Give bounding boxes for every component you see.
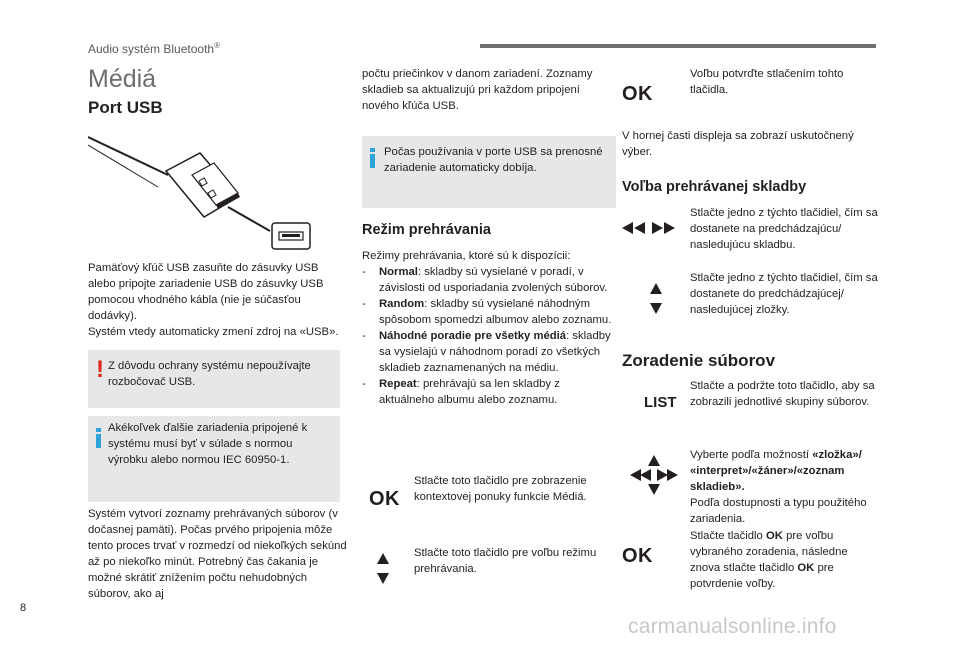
usb-key-icon bbox=[88, 137, 240, 217]
page-number: 8 bbox=[20, 602, 27, 614]
list-button-icon: LIST bbox=[644, 394, 677, 411]
ok-button-icon: OK bbox=[622, 545, 653, 567]
updown-folder-description: Stlačte jedno z týchto tlačidiel, čím sa dostanete do predchádzajúcej/ nasledujúcej zložky. bbox=[690, 272, 878, 316]
usb-illustration bbox=[88, 135, 328, 255]
sort-title: Zoradenie súborov bbox=[622, 351, 776, 370]
ok-button-icon: OK bbox=[369, 488, 400, 510]
playlist-continuation: počtu priečinkov v danom zariadení. Zoznamy skladieb sa aktualizujú pri každom pripojení nového kľúča USB. bbox=[362, 68, 593, 112]
up-down-arrows-icon bbox=[377, 553, 389, 585]
playback-modes: Režimy prehrávania, ktoré sú k dispozícii: - Normal: skladby sú vysielané v poradí, v závislosti od usporiadania zvolených súborov. - Random: skladby sú vysielané náhodným spôsobom spomedzi albumov alebo zoznamu. - Náhodné poradie pre všetky médiá: skladby sa vysielajú v náhodnom poradí zo všetkých skladieb zaznamenaných na médiu. - Repeat: prehrávajú sa len skladby z aktuálneho albumu alebo zoznamu. bbox=[362, 248, 612, 408]
leftright-description: Stlačte jedno z týchto tlačidiel, čím sa dostanete na predchádzajúcu/ nasledujúcu skladbu. bbox=[690, 207, 878, 251]
playlist-paragraph: Systém vytvorí zoznamy prehrávaných súborov (v dočasnej pamäti). Počas prvého pripojenia môže tento proces trvať v rozmedzí od niekoľkých sekúnd až po niekoľko minút. Potrebný čas čakania je možné skrátiť znížením počtu nehudobných súborov, ako aj bbox=[88, 508, 347, 600]
four-way-arrows-icon bbox=[630, 455, 678, 495]
usb-cable-icon bbox=[228, 207, 270, 231]
select-options-description: Vyberte podľa možností «zložka»/ «interpret»/«žáner»/«zoznam skladieb». Podľa dostupnosti a typu použitého zariadenia. bbox=[690, 449, 867, 525]
mode-item: - Random: skladby sú vysielané náhodným spôsobom spomedzi albumov alebo zoznamu. bbox=[362, 296, 612, 328]
mode-item: - Náhodné poradie pre všetky médiá: skladby sa vysielajú v náhodnom poradí zo všetkých skladieb zaznamenaných na médiu. bbox=[362, 328, 612, 376]
info-note-charging bbox=[362, 136, 616, 208]
warning-note bbox=[88, 350, 340, 408]
usb-socket-icon bbox=[272, 223, 310, 249]
playback-title: Režim prehrávania bbox=[362, 222, 491, 238]
warning-icon: ! bbox=[96, 356, 104, 383]
final-confirm-description: Stlačte tlačidlo OK pre voľbu vybraného zoradenia, následne znova stlačte tlačidlo OK pre potvrdenie voľby. bbox=[690, 530, 848, 590]
ok-confirm-text: Voľbu potvrďte stlačením tohto tlačidla. bbox=[690, 68, 844, 96]
mode-item: - Repeat: prehrávajú sa len skladby z aktuálneho albumu alebo zoznamu. bbox=[362, 376, 612, 408]
header-bar bbox=[480, 44, 876, 48]
ok-description: Stlačte toto tlačidlo pre zobrazenie kontextovej ponuky funkcie Médiá. bbox=[414, 475, 587, 503]
section-title: Médiá bbox=[88, 65, 157, 93]
header-title: Audio systém Bluetooth® bbox=[88, 41, 220, 56]
left-right-arrows-icon bbox=[622, 221, 682, 235]
display-note: V hornej časti displeja sa zobrazí uskutočnený výber. bbox=[622, 130, 854, 158]
info-text: Akékoľvek ďalšie zariadenia pripojené k systému musí byť v súlade s normou výrobku alebo normou IEC 60950-1. bbox=[108, 422, 308, 466]
updown-description: Stlačte toto tlačidlo pre voľbu režimu prehrávania. bbox=[414, 547, 597, 575]
info-icon bbox=[370, 148, 375, 168]
warning-text: Z dôvodu ochrany systému nepoužívajte rozbočovač USB. bbox=[108, 360, 311, 388]
usb-title: Port USB bbox=[88, 98, 163, 117]
info-icon bbox=[96, 428, 101, 448]
watermark: carmanualsonline.info bbox=[628, 615, 837, 638]
track-selection-title: Voľba prehrávanej skladby bbox=[622, 179, 807, 195]
ok-button-icon: OK bbox=[622, 83, 653, 105]
list-description: Stlačte a podržte toto tlačidlo, aby sa zobrazili jednotlivé skupiny súborov. bbox=[690, 380, 875, 408]
info-text: Počas používania v porte USB sa prenosné zariadenie automaticky dobíja. bbox=[384, 146, 603, 174]
usb-intro: Pamäťový kľúč USB zasuňte do zásuvky USB alebo pripojte zariadenie USB do zásuvky USB pomocou vhodného kábla (nie je súčasťou dodávky). Systém vtedy automaticky zmení zdroj na «USB». bbox=[88, 262, 339, 338]
up-down-arrows-icon bbox=[650, 283, 662, 315]
info-note-devices bbox=[88, 416, 340, 502]
mode-item: - Normal: skladby sú vysielané v poradí, v závislosti od usporiadania zvolených súborov. bbox=[362, 264, 612, 296]
